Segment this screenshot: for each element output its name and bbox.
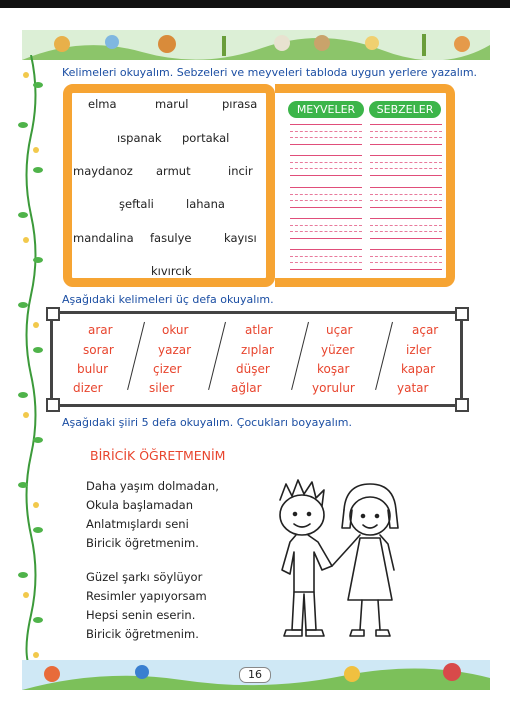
word-item: ıspanak — [117, 131, 162, 145]
poem-line: Anlatmışlardı seni — [86, 517, 189, 531]
fruit-writing-line[interactable] — [290, 155, 362, 176]
top-animal-banner — [22, 30, 490, 60]
vegetable-writing-line[interactable] — [370, 187, 442, 208]
fruit-writing-line[interactable] — [290, 124, 362, 145]
vegetable-writing-line[interactable] — [370, 155, 442, 176]
word-item: portakal — [182, 131, 230, 145]
fruit-writing-line[interactable] — [290, 218, 362, 239]
vegetable-writing-line[interactable] — [370, 124, 442, 145]
reading-word: uçar — [326, 323, 353, 337]
word-item: şeftali — [119, 197, 154, 211]
poem-line: Güzel şarkı söylüyor — [86, 570, 203, 584]
poem-line: Resimler yapıyorsam — [86, 589, 207, 603]
poem-line: Biricik öğretmenim. — [86, 627, 199, 641]
reading-word: bulur — [77, 362, 109, 376]
word-item: elma — [88, 97, 117, 111]
word-item: pırasa — [222, 97, 258, 111]
reading-word: ağlar — [231, 381, 262, 395]
word-item: fasulye — [150, 231, 192, 245]
fruit-writing-line[interactable] — [290, 249, 362, 270]
reading-word: yatar — [397, 381, 429, 395]
word-item: kayısı — [224, 231, 257, 245]
reading-word: açar — [412, 323, 439, 337]
fruit-writing-line[interactable] — [290, 187, 362, 208]
page-number: 16 — [239, 667, 271, 683]
box-corner — [46, 398, 60, 412]
word-item: incir — [228, 164, 253, 178]
word-item: marul — [155, 97, 189, 111]
word-item: armut — [156, 164, 191, 178]
reading-word: koşar — [317, 362, 350, 376]
word-item: kıvırcık — [151, 264, 192, 278]
box-corner — [455, 307, 469, 321]
reading-word: çizer — [153, 362, 182, 376]
instruction-read-three-times: Aşağıdaki kelimeleri üç defa okuyalım. — [62, 293, 274, 306]
children-coloring-illustration[interactable] — [262, 470, 412, 650]
box-corner — [455, 398, 469, 412]
word-item: mandalina — [73, 231, 134, 245]
reading-word: atlar — [245, 323, 273, 337]
word-item: lahana — [186, 197, 225, 211]
reading-word: sorar — [83, 343, 114, 357]
reading-word: yazar — [158, 343, 192, 357]
fruits-header: MEYVELER — [288, 101, 364, 118]
word-box — [63, 84, 275, 287]
reading-word: düşer — [236, 362, 270, 376]
instruction-read-poem: Aşağıdaki şiiri 5 defa okuyalım. Çocukları boyayalım. — [62, 416, 352, 429]
reading-word: yüzer — [321, 343, 355, 357]
left-vine-decoration — [18, 55, 44, 670]
reading-word: izler — [406, 343, 432, 357]
reading-word: zıplar — [241, 343, 274, 357]
poem-line: Biricik öğretmenim. — [86, 536, 199, 550]
reading-word: dizer — [73, 381, 103, 395]
reading-word: okur — [162, 323, 189, 337]
reading-word: siler — [149, 381, 175, 395]
vegetables-header: SEBZELER — [369, 101, 441, 118]
vegetable-writing-line[interactable] — [370, 218, 442, 239]
vegetable-writing-line[interactable] — [370, 249, 442, 270]
reading-word: arar — [88, 323, 113, 337]
instruction-sort-words: Kelimeleri okuyalım. Sebzeleri ve meyveleri tabloda uygun yerlere yazalım. — [62, 66, 478, 79]
poem-line: Okula başlamadan — [86, 498, 194, 512]
poem-line: Daha yaşım dolmadan, — [86, 479, 219, 493]
poem-title: BİRİCİK ÖĞRETMENİM — [90, 448, 226, 463]
top-edge — [0, 0, 510, 8]
box-corner — [46, 307, 60, 321]
reading-word: yorulur — [312, 381, 355, 395]
word-item: maydanoz — [73, 164, 133, 178]
poem-line: Hepsi senin eserin. — [86, 608, 196, 622]
reading-word: kapar — [401, 362, 435, 376]
